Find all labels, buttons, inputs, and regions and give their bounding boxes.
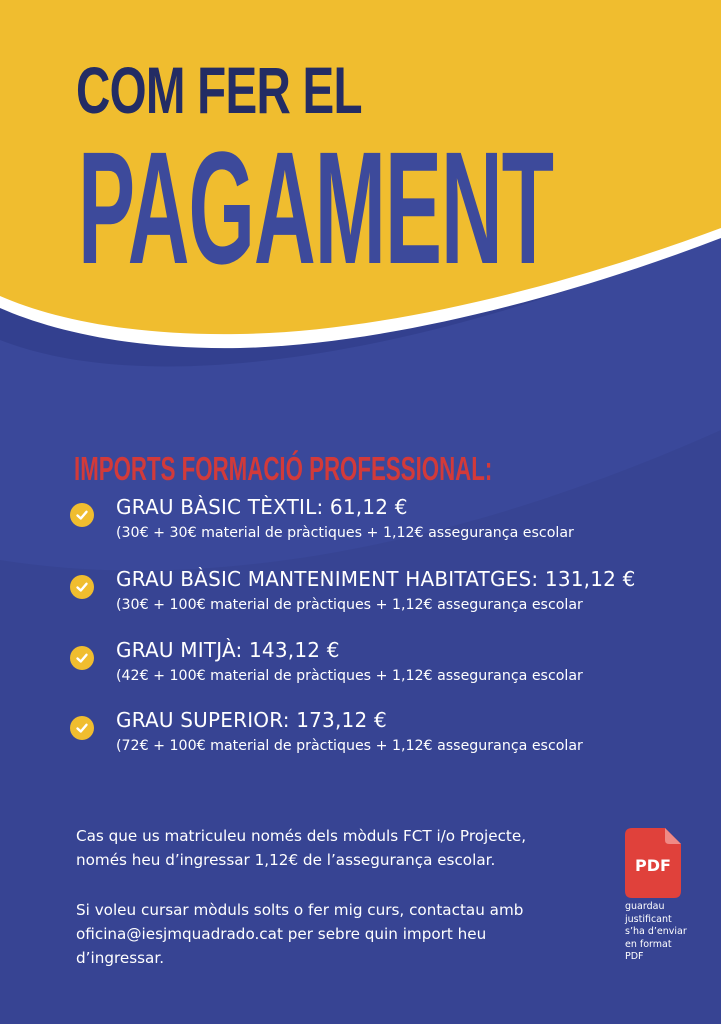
fct-info-line: Cas que us matriculeu només dels mòduls FCT i/o Projecte, xyxy=(76,827,527,845)
fee-item-detail: (42€ + 100€ material de pràctiques + 1,12€ assegurança escolar xyxy=(116,668,583,684)
fee-item-detail: (30€ + 100€ material de pràctiques + 1,12€ assegurança escolar xyxy=(116,597,583,613)
title-line-1: COM FER EL xyxy=(76,53,362,127)
pdf-caption-line: guardau xyxy=(625,901,665,912)
contact-email[interactable]: oficina@iesjmquadrado.cat per sebre quin import heu xyxy=(76,925,487,943)
fee-item-detail: (30€ + 30€ material de pràctiques + 1,12€ assegurança escolar xyxy=(116,525,574,541)
contact-info-paragraph xyxy=(76,898,523,970)
check-circle-icon xyxy=(70,646,94,670)
section-heading: IMPORTS FORMACIÓ PROFESSIONAL: xyxy=(74,450,493,487)
pdf-caption-line: s’ha d’enviar xyxy=(625,926,687,937)
pdf-file-icon xyxy=(625,828,681,898)
pdf-caption-line: justificant xyxy=(625,913,672,925)
fee-item-title: GRAU BÀSIC MANTENIMENT HABITATGES: 131,12 € xyxy=(116,567,636,591)
pdf-caption xyxy=(625,901,715,964)
check-circle-icon xyxy=(70,503,94,527)
pdf-caption-line: en format xyxy=(625,938,672,950)
pdf-label: PDF xyxy=(635,856,671,875)
check-circle-icon xyxy=(70,716,94,740)
fee-item-title: GRAU SUPERIOR: 173,12 € xyxy=(116,708,387,732)
pdf-caption-line: PDF xyxy=(625,951,644,962)
fct-info-paragraph xyxy=(76,824,526,872)
fee-item-title: GRAU MITJÀ: 143,12 € xyxy=(116,638,340,662)
fct-info-line: només heu d’ingressar 1,12€ de l’assegurança escolar. xyxy=(76,851,496,869)
fee-item-detail: (72€ + 100€ material de pràctiques + 1,12€ assegurança escolar xyxy=(116,738,583,754)
fee-item-title: GRAU BÀSIC TÈXTIL: 61,12 € xyxy=(116,495,408,519)
contact-info-line: d’ingressar. xyxy=(76,949,165,967)
title-line-2: PAGAMENT xyxy=(78,118,553,297)
contact-info-line: Si voleu cursar mòduls solts o fer mig curs, contactau amb xyxy=(76,901,524,919)
check-circle-icon xyxy=(70,575,94,599)
